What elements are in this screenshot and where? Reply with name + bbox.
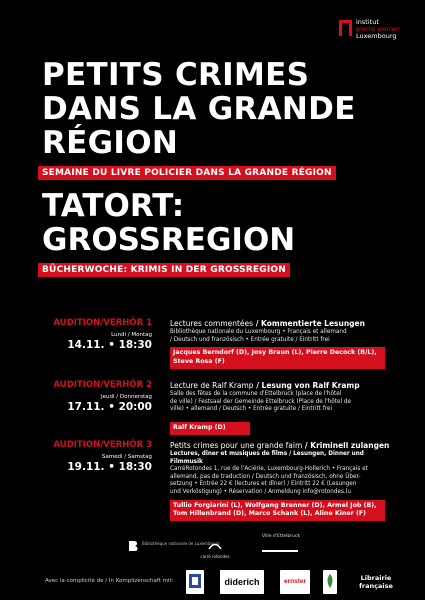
- logo-line-2: pierre werner: [356, 25, 400, 33]
- sponsor-ettelbruck-logo: [262, 534, 301, 558]
- title-de-line-1: TATORT:: [42, 188, 185, 224]
- partner-ernster-text: ernster: [283, 578, 307, 585]
- event-detail-line: Salle des fêtes de la commune d'Ettelbruck (place de l'hôtel: [170, 391, 342, 397]
- event-detail-line: allemand, pas de traduction / Deutsch und französisch, ohne Über-: [170, 473, 361, 480]
- institut-pierre-werner-logo[interactable]: [339, 18, 409, 48]
- event-detail-line: Bibliothèque nationale du Luxembourg • Français et allemand: [170, 329, 347, 335]
- partner-diderich[interactable]: [220, 570, 264, 594]
- logo-mark-icon: [339, 20, 352, 36]
- title-french: [42, 58, 402, 160]
- rotondes-icon: [207, 542, 223, 550]
- event-1-info: [170, 318, 390, 369]
- event-authors: Jacques Berndorf (D), Josy Braun (L), Pierre Decock (B/L), Steve Rosa (F): [170, 347, 385, 369]
- event-detail-line: / Deutsch und französisch • Entrée gratuite / Eintritt frei: [170, 336, 330, 343]
- event-date: 19.11. • 18:30: [67, 461, 152, 473]
- event-title-fr: Lectures commentées: [170, 319, 254, 328]
- event-detail-line: de ville) / Festsaal der Gemeinde Ettelbruck (Place de l'hôtel de: [170, 398, 351, 405]
- event-subtitle: [170, 451, 390, 466]
- bnl-icon: [128, 540, 138, 552]
- partner-diderich-text: diderich: [224, 577, 260, 587]
- event-label: AUDITION/VERHÖR 1: [53, 318, 152, 328]
- title-de-line-2: GROSSREGION: [42, 222, 296, 258]
- event-detail-line: ville) • allemand / Deutsch • Entrée gratuite / Eintritt frei: [170, 406, 333, 413]
- title-fr-line-2: DANS LA GRANDE: [42, 91, 356, 127]
- event-day: Samedi / Samstag: [101, 454, 152, 460]
- logo-line-1: institut: [356, 18, 379, 26]
- ettelbruck-icon: [262, 548, 298, 554]
- event-3-when: [30, 440, 152, 474]
- event-title-de: Kriminell zulangen: [310, 441, 390, 450]
- sponsor-bnl-text: Bibliothèque nationale de Luxembourg: [142, 541, 220, 546]
- subtitle-german: BÜCHERWOCHE: KRIMIS IN DER GROSSREGION: [38, 263, 290, 277]
- event-title-de: Kommentierte Lesungen: [261, 319, 365, 328]
- event-detail-line: und Verköstigung) • Réservation / Anmeldung info@rotondes.lu: [170, 488, 351, 495]
- sponsor-bnl-logo: [128, 537, 220, 556]
- event-date: 14.11. • 18:30: [67, 339, 152, 351]
- event-subtitle-text: Lectures, dîner et musiques de films / Lesungen, Dinner und Filmmusik: [170, 451, 364, 465]
- event-date: 17.11. • 20:00: [67, 401, 152, 413]
- event-authors: Ralf Kramp (D): [170, 422, 250, 435]
- event-1-when: [30, 318, 152, 352]
- event-title: Lecture de Ralf Kramp / Lesung von Ralf Kramp: [170, 381, 360, 390]
- partner-librairie-text: Librairie française: [359, 574, 393, 590]
- event-title-de: Lesung von Ralf Kramp: [261, 381, 360, 390]
- logo-text: [356, 19, 400, 40]
- title-german: [42, 189, 402, 257]
- event-title-fr: Petits crimes pour une grande faim: [170, 441, 303, 450]
- partner-leaf-icon[interactable]: [323, 570, 337, 594]
- logo-line-3: Luxembourg: [356, 32, 397, 40]
- partner-ernster[interactable]: [280, 570, 310, 594]
- event-detail-line: setzung • Entrée 22 € (lectures et dîner) / Eintritt 22 € (Lesungen: [170, 481, 357, 488]
- event-day: Lundi / Montag: [111, 332, 152, 338]
- sponsor-rotondes-text: carré rotondes: [200, 554, 230, 559]
- event-2-when: [30, 380, 152, 414]
- event-authors: Tullio Forgiarini (L), Wolfgang Brenner (D), Armel Job (B), Tom Hillenbrand (D), Marco Schank (L), Aline Kiner (F): [170, 500, 385, 522]
- event-title: Petits crimes pour une grande faim / Kriminell zulangen: [170, 441, 390, 450]
- partners-label: Avec la complicité de / In Komplizenschaft mit:: [45, 578, 174, 584]
- sponsor-ettelbruck-text: Ville d'Ettelbruck: [262, 534, 301, 539]
- title-fr-line-1: PETITS CRIMES: [42, 57, 310, 93]
- partner-crest-icon[interactable]: [186, 570, 204, 594]
- title-fr-line-3: RÉGION: [42, 125, 179, 161]
- subtitle-french: SEMAINE DU LIVRE POLICIER DANS LA GRANDE RÉGION: [38, 166, 336, 180]
- event-label: AUDITION/VERHÖR 2: [53, 380, 152, 390]
- event-3-info: [170, 440, 390, 521]
- event-2-info: [170, 380, 390, 435]
- event-label: AUDITION/VERHÖR 3: [53, 440, 152, 450]
- event-day: Jeudi / Donnerstag: [101, 394, 152, 400]
- sponsor-rotondes-logo: [200, 535, 230, 559]
- event-title: Lectures commentées / Kommentierte Lesungen: [170, 319, 365, 328]
- partner-librairie-francaise[interactable]: [354, 574, 398, 590]
- event-title-fr: Lecture de Ralf Kramp: [170, 381, 254, 390]
- event-detail-line: CarréRotondes 1, rue de l'Aciérie, Luxembourg-Hollerich • Français et: [170, 466, 368, 473]
